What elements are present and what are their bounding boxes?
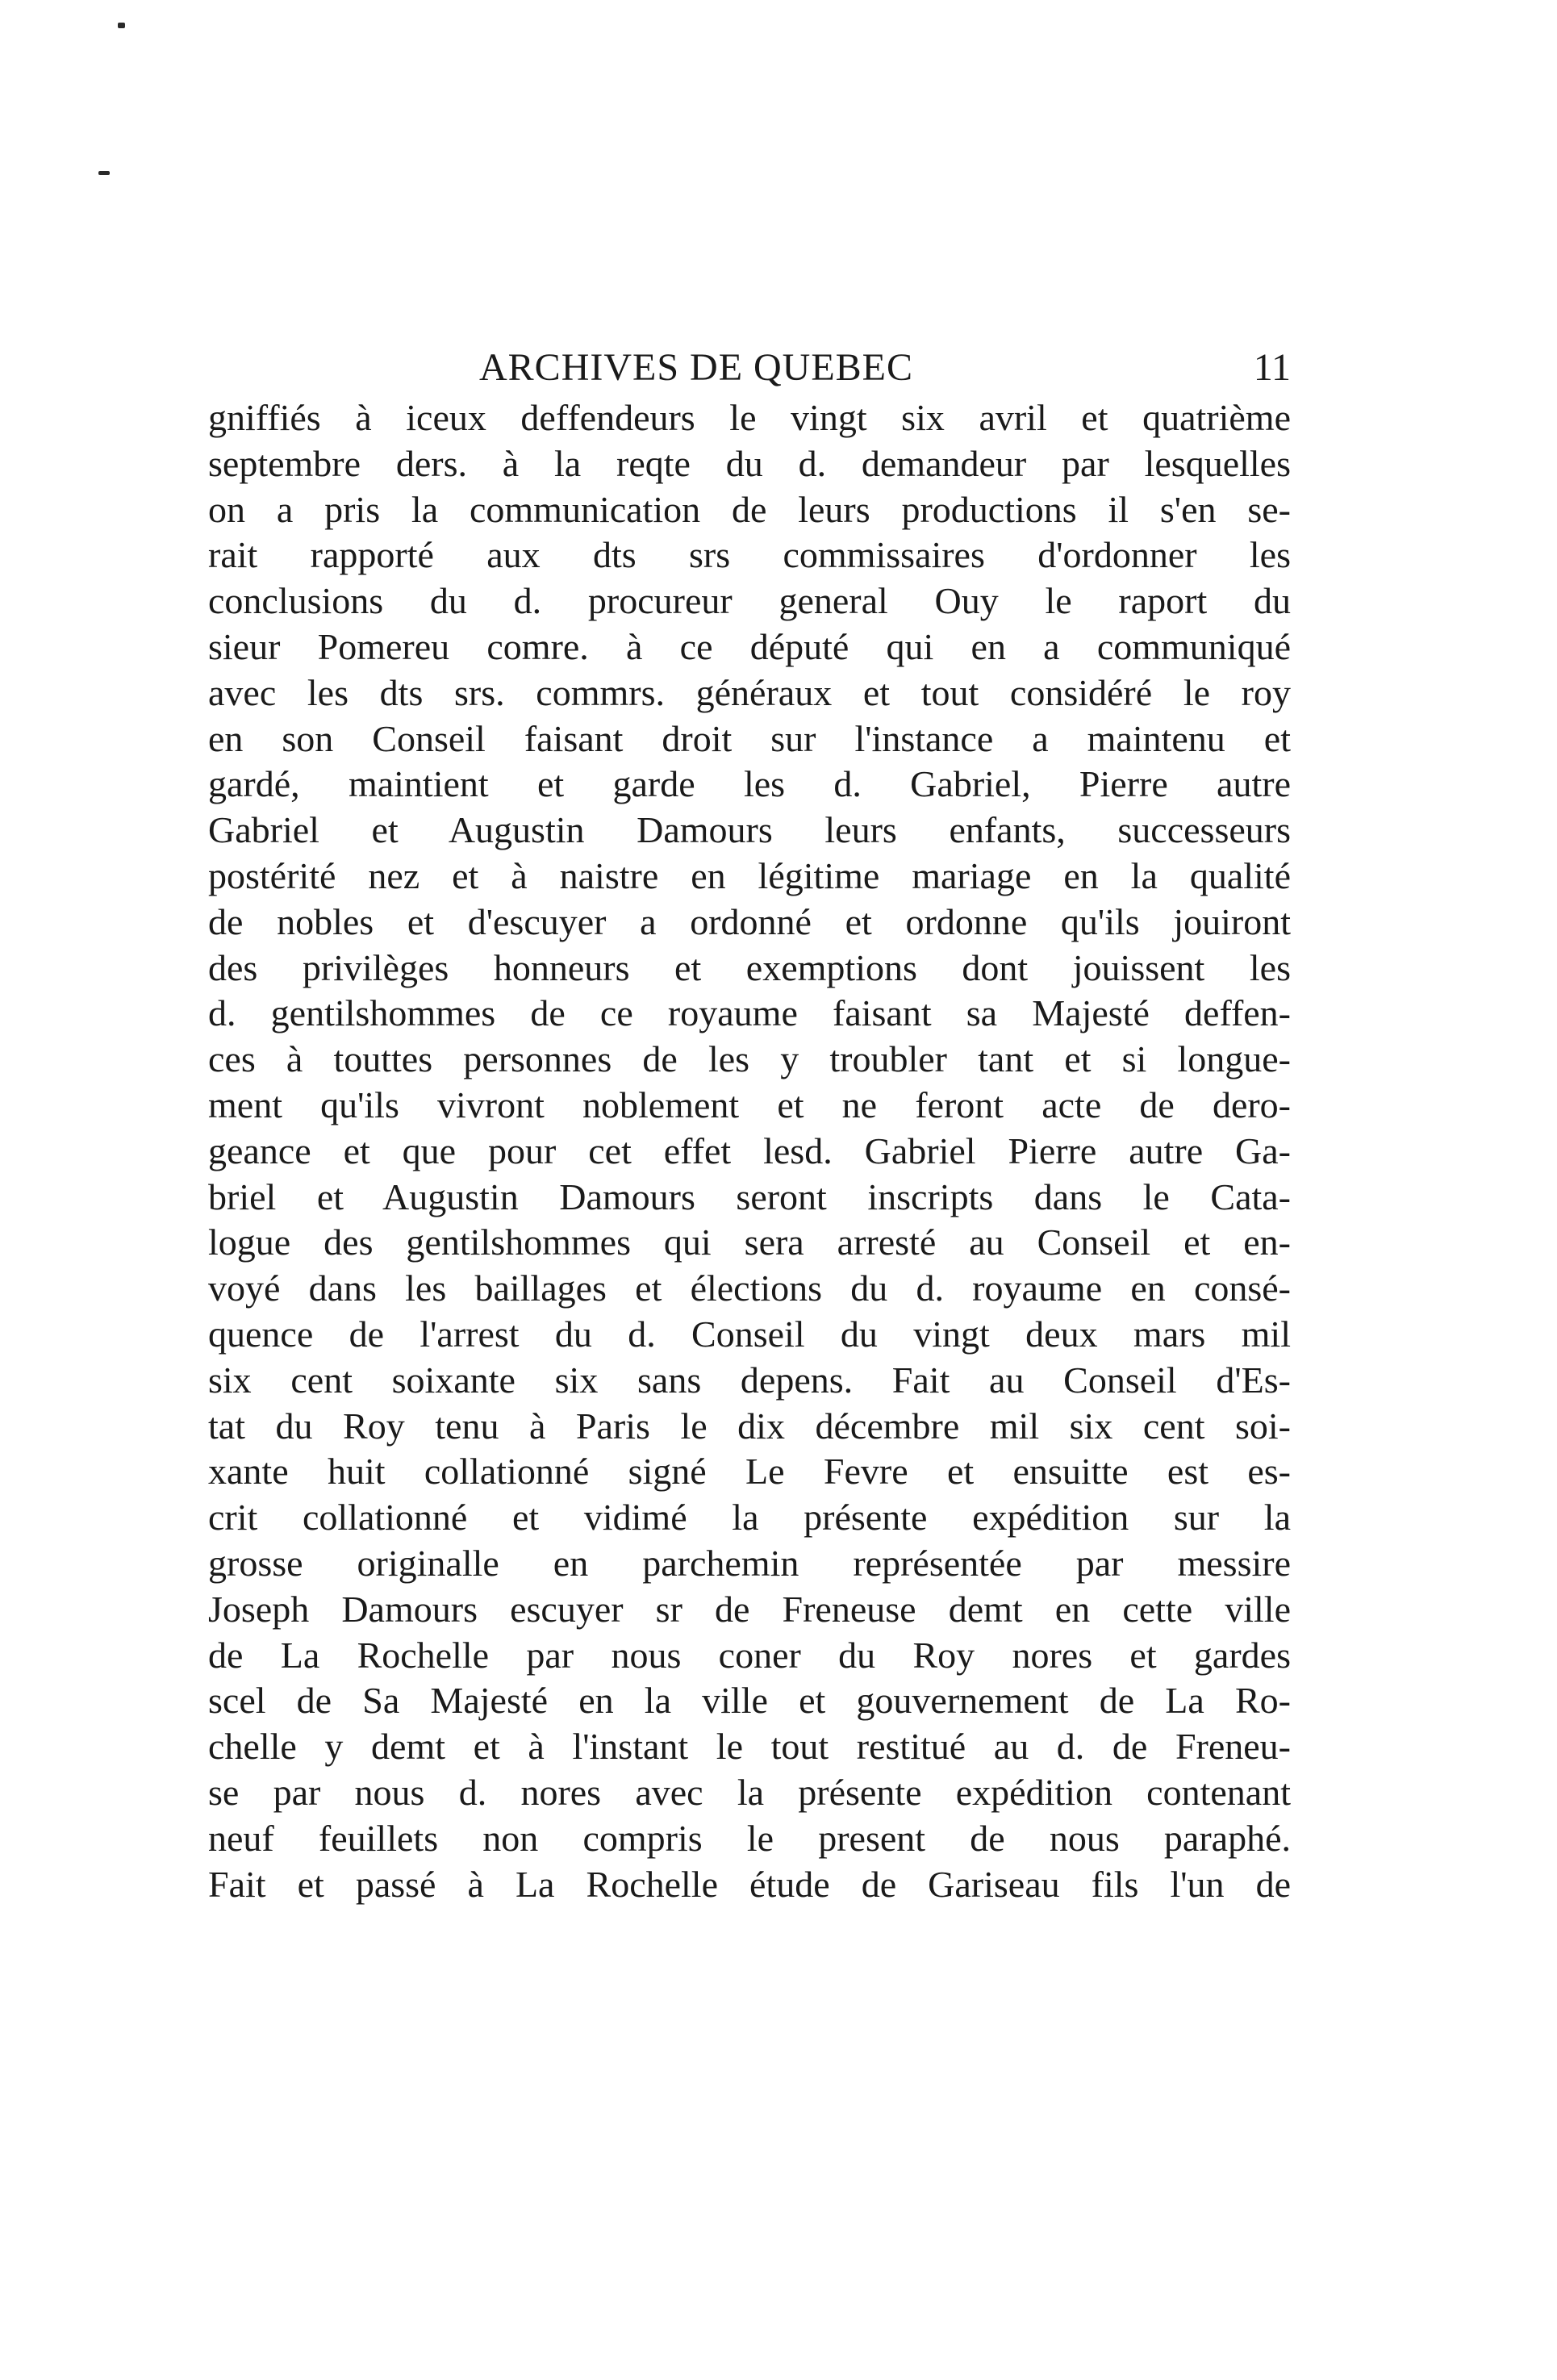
body-text (208, 395, 1291, 1907)
text-line: d. gentilshommes de ce royaume faisant sa Majesté deffen- (208, 992, 1291, 1034)
text-line: chelle y demt et à l'instant le tout restitué au d. de Freneu- (208, 1726, 1291, 1768)
text-line: on a pris la communication de leurs productions il s'en se- (208, 488, 1291, 530)
text-line: Gabriel et Augustin Damours leurs enfants, successeurs (208, 809, 1291, 851)
text-line: avec les dts srs. commrs. généraux et tout considéré le roy (208, 671, 1291, 713)
text-line: Fait et passé à La Rochelle étude de Gariseau fils l'un de (208, 1863, 1291, 1905)
text-line: xante huit collationné signé Le Fevre et ensuitte est es- (208, 1451, 1291, 1493)
text-line: en son Conseil faisant droit sur l'instance a maintenu et (208, 717, 1291, 759)
text-line: logue des gentilshommes qui sera arresté au Conseil et en- (208, 1221, 1291, 1263)
text-line: de La Rochelle par nous coner du Roy nores et gardes (208, 1634, 1291, 1676)
text-line: gardé, maintient et garde les d. Gabriel, Pierre autre (208, 763, 1291, 805)
text-line: septembre ders. à la reqte du d. demandeur par lesquelles (208, 442, 1291, 484)
scan-speck (98, 171, 110, 175)
text-line: six cent soixante six sans depens. Fait au Conseil d'Es- (208, 1359, 1291, 1401)
text-line: rait rapporté aux dts srs commissaires d'ordonner les (208, 534, 1291, 576)
text-line: ces à touttes personnes de les y troubler tant et si longue- (208, 1038, 1291, 1080)
scan-speck (118, 23, 125, 28)
text-line: crit collationné et vidimé la présente expédition sur la (208, 1497, 1291, 1539)
text-line: briel et Augustin Damours seront inscripts dans le Cata- (208, 1175, 1291, 1217)
text-line: neuf feuillets non compris le present de nous paraphé. (208, 1817, 1291, 1859)
text-line: postérité nez et à naistre en légitime mariage en la qualité (208, 854, 1291, 896)
running-title: ARCHIVES DE QUEBEC (479, 346, 914, 389)
text-line: scel de Sa Majesté en la ville et gouvernement de La Ro- (208, 1680, 1291, 1722)
text-line: tat du Roy tenu à Paris le dix décembre mil six cent soi- (208, 1405, 1291, 1447)
text-line: grosse originalle en parchemin représentée par messire (208, 1542, 1291, 1584)
text-line: ment qu'ils vivront noblement et ne feront acte de dero- (208, 1084, 1291, 1125)
text-line: Joseph Damours escuyer sr de Freneuse demt en cette ville (208, 1588, 1291, 1630)
page-header (208, 344, 1291, 392)
text-line: geance et que pour cet effet lesd. Gabriel Pierre autre Ga- (208, 1129, 1291, 1171)
text-line: se par nous d. nores avec la présente expédition contenant (208, 1771, 1291, 1813)
text-line: sieur Pomereu comre. à ce député qui en a communiqué (208, 625, 1291, 667)
text-line: conclusions du d. procureur general Ouy le raport du (208, 580, 1291, 622)
text-line: voyé dans les baillages et élections du d. royaume en consé- (208, 1267, 1291, 1309)
page-number: 11 (1253, 346, 1291, 389)
text-line: de nobles et d'escuyer a ordonné et ordonne qu'ils jouiront (208, 900, 1291, 942)
text-line: quence de l'arrest du d. Conseil du vingt deux mars mil (208, 1313, 1291, 1355)
text-line: des privilèges honneurs et exemptions dont jouissent les (208, 946, 1291, 988)
text-line: gniffiés à iceux deffendeurs le vingt six avril et quatrième (208, 397, 1291, 438)
